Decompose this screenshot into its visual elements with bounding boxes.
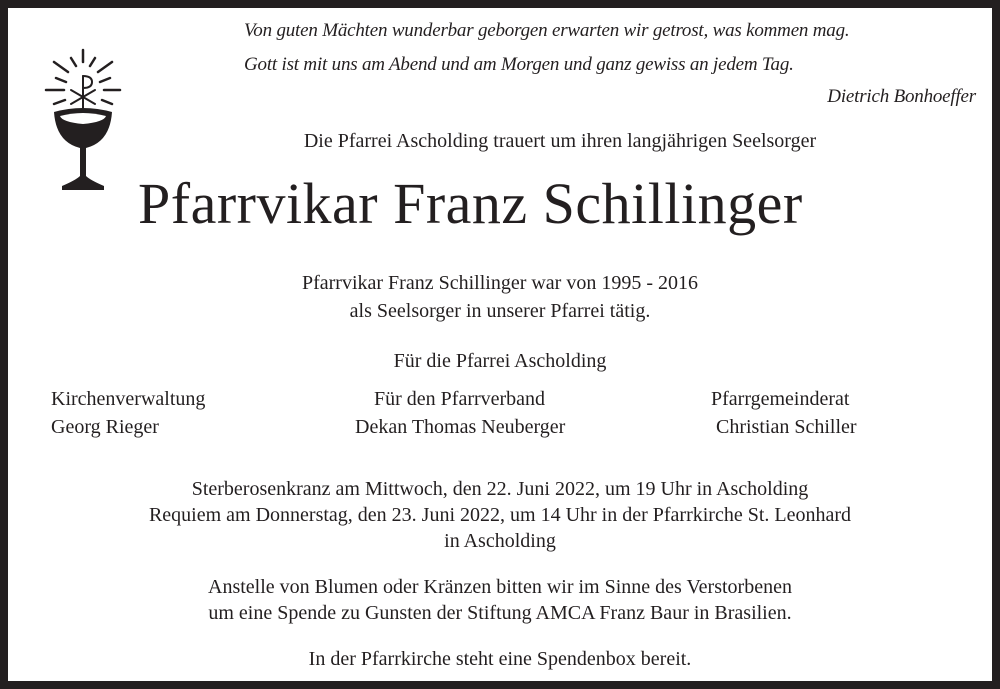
signatory-role-2: Für den Pfarrverband bbox=[374, 388, 546, 410]
signatory-name-1: Georg Rieger bbox=[51, 416, 159, 438]
quote-author: Dietrich Bonhoeffer bbox=[827, 86, 976, 107]
tenure-line-2: als Seelsorger in unserer Pfarrei tätig. bbox=[349, 300, 651, 322]
for-parish-line: Für die Pfarrei Ascholding bbox=[393, 350, 607, 372]
signatory-name-3: Christian Schiller bbox=[716, 416, 857, 438]
services-line-3: in Ascholding bbox=[444, 530, 556, 552]
signatory-role-3: Pfarrgemeinderat bbox=[711, 388, 850, 410]
chalice-chi-rho-icon bbox=[38, 38, 128, 198]
tenure-line-1: Pfarrvikar Franz Schillinger war von 1995 - 2016 bbox=[301, 272, 698, 294]
donation-line-3: In der Pfarrkirche steht eine Spendenbox bereit. bbox=[308, 648, 692, 670]
signatory-name-2: Dekan Thomas Neuberger bbox=[355, 416, 566, 438]
services-line-1: Sterberosenkranz am Mittwoch, den 22. Juni 2022, um 19 Uhr in Ascholding bbox=[191, 478, 809, 500]
services-line-2: Requiem am Donnerstag, den 23. Juni 2022, um 14 Uhr in der Pfarrkirche St. Leonhard bbox=[148, 504, 852, 526]
quote-line-2: Gott ist mit uns am Abend und am Morgen und ganz gewiss an jedem Tag. bbox=[244, 54, 794, 75]
intro-line: Die Pfarrei Ascholding trauert um ihren langjährigen Seelsorger bbox=[303, 130, 817, 152]
signatory-role-1: Kirchenverwaltung bbox=[51, 388, 206, 410]
donation-line-2: um eine Spende zu Gunsten der Stiftung AMCA Franz Baur in Brasilien. bbox=[208, 602, 792, 624]
obituary-card bbox=[8, 8, 992, 681]
deceased-name: Pfarrvikar Franz Schillinger bbox=[138, 171, 803, 236]
quote-line-1: Von guten Mächten wunderbar geborgen erwarten wir getrost, was kommen mag. bbox=[244, 20, 850, 41]
donation-line-1: Anstelle von Blumen oder Kränzen bitten wir im Sinne des Verstorbenen bbox=[208, 576, 792, 598]
